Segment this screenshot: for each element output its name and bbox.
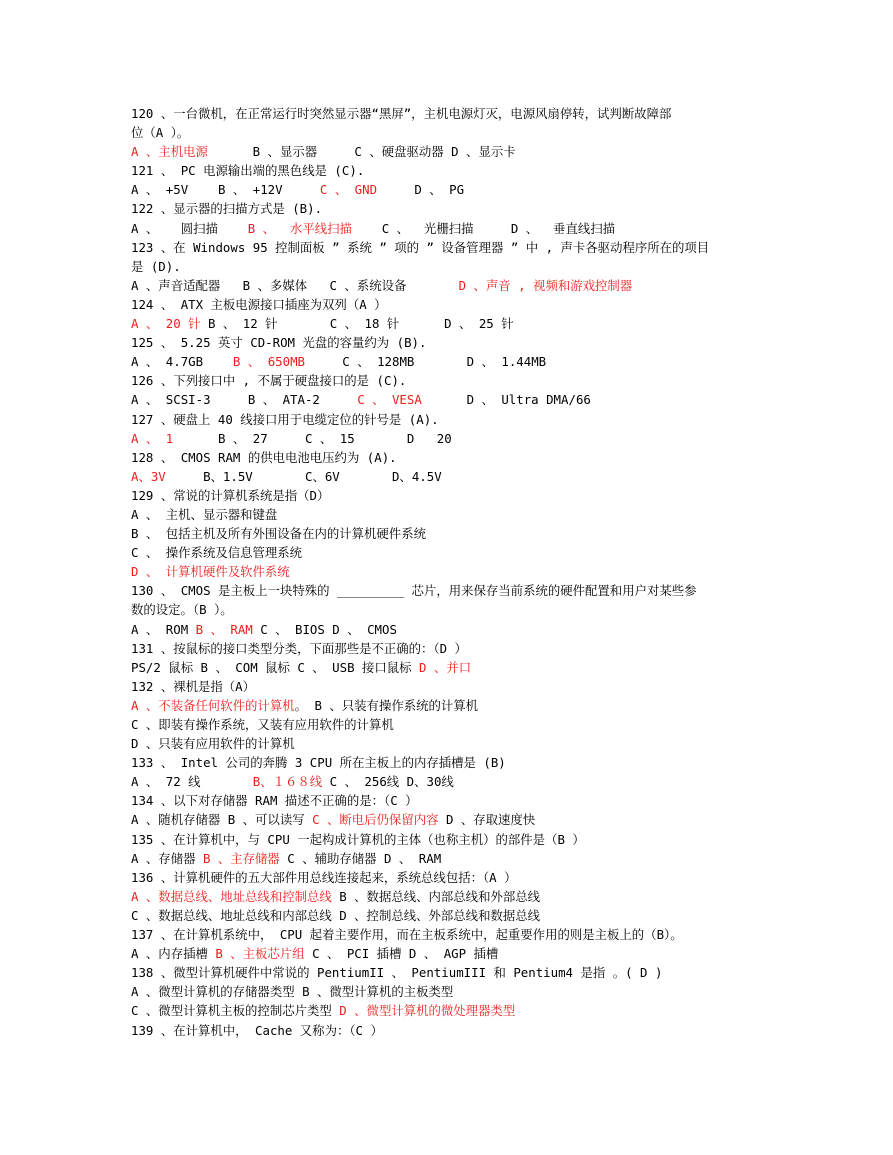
answer-text: C 、 GND xyxy=(319,182,378,198)
text-line xyxy=(131,830,771,849)
text-line xyxy=(131,257,771,276)
text-run: A 、 SCSI-3 B 、 ATA-2 xyxy=(131,392,358,408)
answer-text: B、１６８线 xyxy=(252,774,323,790)
text-line xyxy=(131,1001,771,1020)
text-run: 138 、微型计算机硬件中常说的 PentiumII 、 PentiumIII 和 Pentium4 是指 。( D ) xyxy=(131,965,663,981)
text-line xyxy=(131,791,771,810)
text-line xyxy=(131,581,771,600)
text-run: C 、 256线 D、30线 xyxy=(322,774,454,790)
text-line xyxy=(131,390,771,409)
text-line xyxy=(131,906,771,925)
text-run: D 、 Ultra DMA/66 xyxy=(421,392,591,408)
text-run: A 、 4.7GB xyxy=(131,354,233,370)
text-run: A 、声音适配器 B 、多媒体 C 、系统设备 xyxy=(131,277,459,293)
text-run: 是 (D). xyxy=(131,258,181,274)
text-run: D 、存取速度快 xyxy=(438,812,536,828)
answer-text: D 、 计算机硬件及软件系统 xyxy=(131,564,290,580)
text-line xyxy=(131,639,771,658)
text-line xyxy=(131,104,771,123)
text-run: 122 、显示器的扫描方式是 (B). xyxy=(131,201,323,217)
answer-text: D 、并口 xyxy=(419,659,472,675)
text-run: 129 、常说的计算机系统是指（D） xyxy=(131,487,330,503)
text-run: 133 、 Intel 公司的奔腾 3 CPU 所在主板上的内存插槽是 (B) xyxy=(131,755,506,771)
text-run: D 、只装有应用软件的计算机 xyxy=(131,736,295,752)
text-run: C 、即装有操作系统，又装有应用软件的计算机 xyxy=(131,717,394,732)
answer-text: D 、声音 , 视频和游戏控制器 xyxy=(458,277,633,293)
text-line xyxy=(131,219,771,238)
answer-text: A 、 20 针 xyxy=(131,316,201,332)
text-run: B、1.5V C、6V D、4.5V xyxy=(165,468,442,484)
answer-text: A 、不装备任何软件的计算机 xyxy=(131,697,295,713)
text-run: A 、 主机、显示器和键盘 xyxy=(131,506,278,522)
text-run: 126 、下列接口中 , 不属于硬盘接口的是 (C). xyxy=(131,373,407,389)
text-run: 数的设定。（B ）。 xyxy=(131,602,233,618)
answer-text: B 、 水平线扫描 xyxy=(247,220,352,236)
text-line xyxy=(131,180,771,199)
text-line xyxy=(131,448,771,467)
text-run: 124 、 ATX 主板电源接口插座为双列（A ） xyxy=(131,296,387,312)
text-line xyxy=(131,142,771,161)
text-run: A 、 ROM xyxy=(131,621,196,637)
answer-text: D 、微型计算机的微处理器类型 xyxy=(339,1003,516,1019)
text-run: 120 、一台微机，在正常运行时突然显示器“黑屏”，主机电源灯灭，电源风扇停转，试判断故障部 xyxy=(131,106,672,121)
text-run: 123 、在 Windows 95 控制面板 ” 系统 ” 项的 ” 设备管理器 ” 中 , 声卡各驱动程序所在的项目 xyxy=(131,239,710,255)
text-line xyxy=(131,963,771,982)
text-line xyxy=(131,677,771,696)
text-line xyxy=(131,467,771,486)
text-run: 130 、 CMOS 是主板上一块特殊的 _________ 芯片，用来保存当前系统的硬件配置和用户对某些参 xyxy=(131,583,697,599)
text-run: 位（A ）。 xyxy=(131,125,190,141)
text-line xyxy=(131,543,771,562)
text-run: D 、 PG xyxy=(377,182,465,198)
text-run: C 、 操作系统及信息管理系统 xyxy=(131,545,303,561)
text-run: A 、微型计算机的存储器类型 B 、微型计算机的主板类型 xyxy=(131,984,454,1000)
text-run: B 、显示器 C 、硬盘驱动器 D 、显示卡 xyxy=(207,144,516,160)
text-run: 136 、计算机硬件的五大部件用总线连接起来，系统总线包括：（A ） xyxy=(131,869,517,885)
text-run: A 、 72 线 xyxy=(131,774,253,790)
text-run: 121 、 PC 电源输出端的黑色线是 (C). xyxy=(131,163,365,179)
text-line xyxy=(131,505,771,524)
text-run: B 、 12 针 C 、 18 针 D 、 25 针 xyxy=(200,316,514,332)
text-run: 131 、按鼠标的接口类型分类，下面那些是不正确的：（D ） xyxy=(131,640,467,656)
text-line xyxy=(131,753,771,772)
answer-text: B 、主存储器 xyxy=(202,850,280,866)
text-run: 132 、裸机是指（A） xyxy=(131,678,256,694)
text-run: PS/2 鼠标 B 、 COM 鼠标 C 、 USB 接口鼠标 xyxy=(131,659,420,675)
text-run: A 、 +5V B 、 +12V xyxy=(131,182,320,198)
text-line xyxy=(131,1021,771,1040)
answer-text: B 、 RAM xyxy=(195,621,253,637)
text-line xyxy=(131,658,771,677)
text-line xyxy=(131,868,771,887)
text-line xyxy=(131,429,771,448)
answer-text: A 、 1 xyxy=(131,430,174,446)
text-line xyxy=(131,944,771,963)
text-run: 128 、 CMOS RAM 的供电电池电压约为 (A). xyxy=(131,449,397,465)
text-run: C 、 光栅扫描 D 、 垂直线扫描 xyxy=(351,220,616,236)
text-run: C 、微型计算机主板的控制芯片类型 xyxy=(131,1003,340,1019)
text-line xyxy=(131,333,771,352)
text-line xyxy=(131,562,771,581)
text-line xyxy=(131,314,771,333)
text-line xyxy=(131,199,771,218)
text-line xyxy=(131,410,771,429)
text-line xyxy=(131,925,771,944)
answer-text: C 、 VESA xyxy=(357,392,422,408)
text-run: 137 、在计算机系统中， CPU 起着主要作用，而在主板系统中，起重要作用的则是主板上的（B）。 xyxy=(131,927,683,943)
text-run: 135 、在计算机中，与 CPU 一起构成计算机的主体（也称主机）的部件是（B ） xyxy=(131,831,585,847)
answer-text: A、3V xyxy=(131,468,166,484)
text-run: A 、内存插槽 xyxy=(131,946,216,962)
text-line xyxy=(131,371,771,390)
text-line xyxy=(131,620,771,639)
text-run: B 、数据总线、内部总线和外部总线 xyxy=(331,888,541,904)
text-line xyxy=(131,123,771,142)
text-run: 127 、硬盘上 40 线接口用于电缆定位的针号是 (A). xyxy=(131,411,439,427)
answer-text: B 、主板芯片组 xyxy=(215,946,305,962)
text-run: C 、数据总线、地址总线和内部总线 D 、控制总线、外部总线和数据总线 xyxy=(131,907,541,923)
text-run: A 、随机存储器 B 、可以读写 xyxy=(131,812,313,828)
text-run: 125 、 5.25 英寸 CD-ROM 光盘的容量约为 (B). xyxy=(131,335,427,351)
text-line xyxy=(131,696,771,715)
text-run: B 、 27 C 、 15 D 20 xyxy=(173,430,452,446)
text-run: 139 、在计算机中， Cache 又称为：（C ） xyxy=(131,1022,383,1038)
text-line xyxy=(131,238,771,257)
answer-text: A 、数据总线、地址总线和控制总线 xyxy=(131,888,332,904)
text-line xyxy=(131,161,771,180)
answer-text: A 、主机电源 xyxy=(131,144,208,160)
text-line xyxy=(131,734,771,753)
document-body xyxy=(131,104,771,1040)
answer-text: C 、断电后仍保留内容 xyxy=(312,812,439,828)
text-line xyxy=(131,486,771,505)
text-line xyxy=(131,715,771,734)
text-run: B 、 包括主机及所有外围设备在内的计算机硬件系统 xyxy=(131,526,426,542)
text-line xyxy=(131,295,771,314)
answer-text: B 、 650MB xyxy=(232,354,305,370)
text-line xyxy=(131,810,771,829)
text-run: 。 B 、只装有操作系统的计算机 xyxy=(294,697,479,713)
text-line xyxy=(131,772,771,791)
text-line xyxy=(131,887,771,906)
text-run: 134 、以下对存储器 RAM 描述不正确的是：（C ） xyxy=(131,793,418,809)
text-run: C 、 PCI 插槽 D 、 AGP 插槽 xyxy=(304,946,499,962)
text-line xyxy=(131,276,771,295)
text-run: C 、辅助存储器 D 、 RAM xyxy=(279,850,442,866)
text-line xyxy=(131,982,771,1001)
text-line xyxy=(131,352,771,371)
text-run: A 、 圆扫描 xyxy=(131,220,248,236)
text-line xyxy=(131,600,771,619)
text-run: C 、 BIOS D 、 CMOS xyxy=(252,621,397,637)
text-line xyxy=(131,524,771,543)
text-line xyxy=(131,849,771,868)
text-run: A 、存储器 xyxy=(131,850,203,866)
text-run: C 、 128MB D 、 1.44MB xyxy=(305,354,547,370)
